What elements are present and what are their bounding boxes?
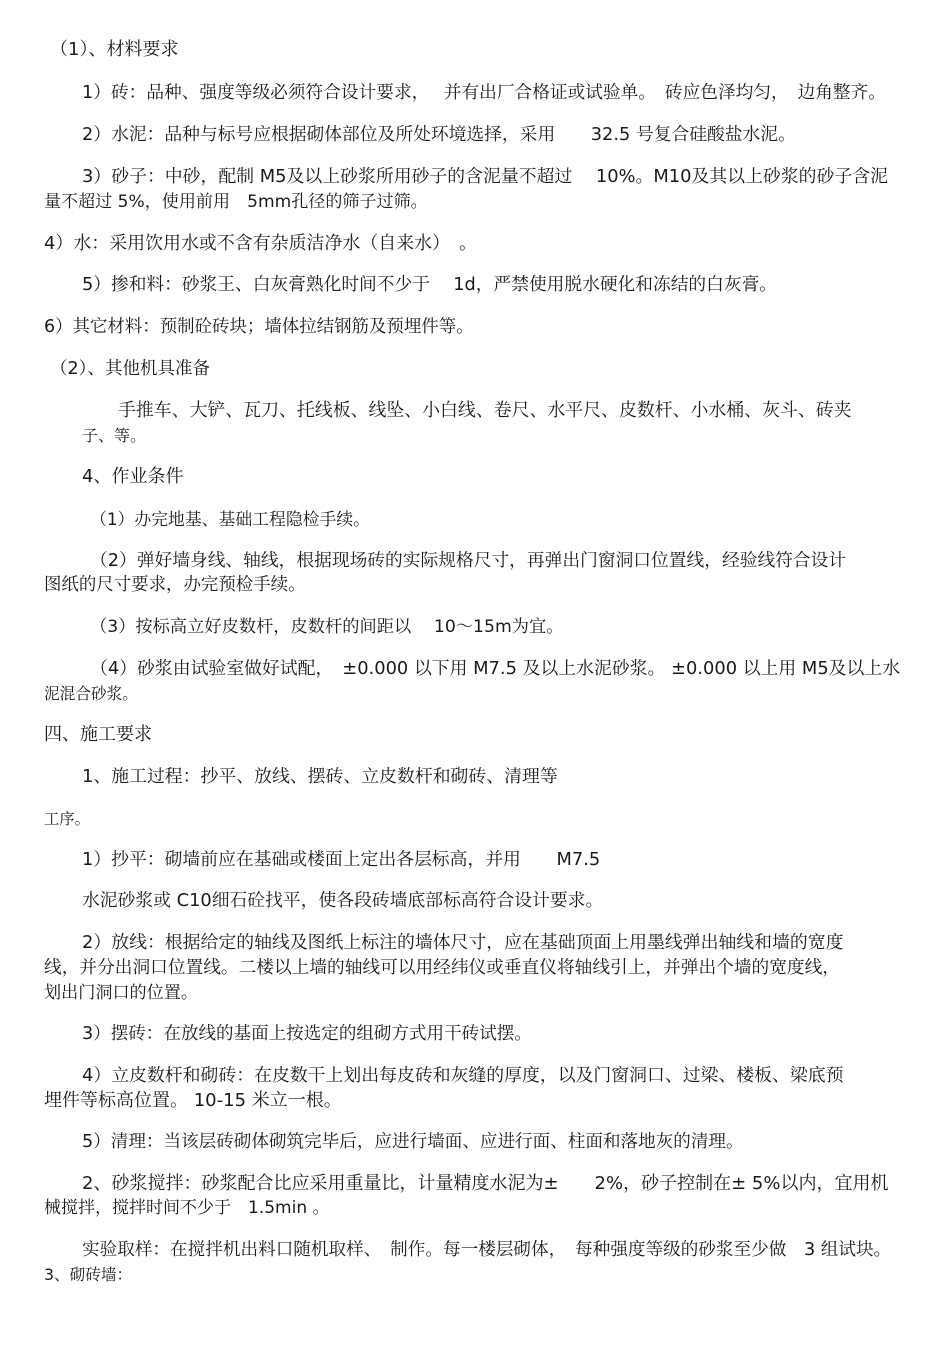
paragraph-process-line-2: 工序。 bbox=[44, 810, 90, 828]
paragraph-process-line-1: 1、施工过程：抄平、放线、摆砖、立皮数杆和砌砖、清理等 bbox=[82, 766, 558, 787]
condition-4-line-2: 泥混合砂浆。 bbox=[44, 684, 138, 703]
paragraph-water: 4）水：采用饮用水或不含有杂质洁净水（自来水） 。 bbox=[44, 233, 477, 254]
condition-3: （3）按标高立好皮数杆，皮数杆的间距以 10～15m为宜。 bbox=[90, 617, 564, 637]
paragraph-tools-line-2: 子、等。 bbox=[82, 426, 147, 445]
paragraph-sand-line-2: 量不超过 5%，使用前用 5mm孔径的筛子过筛。 bbox=[44, 192, 428, 212]
paragraph-setting-out-line-3: 划出门洞口的位置。 bbox=[44, 983, 198, 1003]
condition-2-line-1: （2）弹好墙身线、轴线，根据现场砖的实际规格尺寸，再弹出门窗洞口位置线，经验线符合设计 bbox=[90, 551, 847, 571]
paragraph-cleaning: 5）清理：当该层砖砌体砌筑完毕后，应进行墙面、应进行面、柱面和落地灰的清理。 bbox=[82, 1132, 744, 1152]
paragraph-tools-line-1: 手推车、大铲、瓦刀、托线板、线坠、小白线、卷尺、水平尺、皮数杆、小水桶、灰斗、砖夹 bbox=[118, 400, 852, 421]
paragraph-sand-line-1: 3）砂子：中砂，配制 M5及以上砂浆所用砂子的含泥量不超过 10%。M10及其以上砂浆的砂子含泥 bbox=[82, 166, 888, 187]
paragraph-setting-out-line-2: 线，并分出洞口位置线。二楼以上墙的轴线可以用经纬仪或垂直仪将轴线引上，并弹出个墙的宽度线， bbox=[44, 958, 840, 978]
section-heading-construction: 四、施工要求 bbox=[44, 724, 152, 745]
section-heading-work-conditions: 4、作业条件 bbox=[82, 466, 184, 487]
paragraph-mortar-mixing-line-2: 械搅拌，搅拌时间不少于 1.5min 。 bbox=[44, 1198, 330, 1218]
paragraph-setting-out-line-1: 2）放线：根据给定的轴线及图纸上标注的墙体尺寸，应在基础顶面上用墨线弹出轴线和墙的宽度 bbox=[82, 932, 844, 953]
paragraph-leveling-line-2: 水泥砂浆或 C10细石砼找平，使各段砖墙底部标高符合设计要求。 bbox=[82, 890, 604, 911]
section-heading-tools: （2）、其他机具准备 bbox=[50, 359, 211, 379]
paragraph-trial-laying: 3）摆砖：在放线的基面上按选定的组砌方式用干砖试摆。 bbox=[82, 1024, 532, 1044]
paragraph-mortar-mixing-line-1: 2、砂浆搅拌：砂浆配合比应采用重量比，计量精度水泥为± 2%，砂子控制在± 5%以内，宜用机 bbox=[82, 1173, 889, 1194]
paragraph-admixture: 5）掺和料：砂浆王、白灰膏熟化时间不少于 1d，严禁使用脱水硬化和冻结的白灰膏。 bbox=[82, 275, 778, 295]
paragraph-leveling-line-1: 1）抄平：砌墙前应在基础或楼面上定出各层标高，并用 M7.5 bbox=[82, 849, 601, 870]
section-heading-brick-wall: 3、砌砖墙： bbox=[44, 1265, 133, 1284]
section-heading-material-requirements: （1）、材料要求 bbox=[50, 39, 179, 60]
condition-4-line-1: （4）砂浆由试验室做好试配， ±0.000 以下用 M7.5 及以上水泥砂浆。 ±0.000 以上用 M5及以上水 bbox=[90, 658, 901, 679]
condition-2-line-2: 图纸的尺寸要求，办完预检手续。 bbox=[44, 575, 306, 595]
condition-1: （1）办完地基、基础工程隐检手续。 bbox=[90, 509, 370, 529]
paragraph-other-materials: 6）其它材料：预制砼砖块；墙体拉结钢筋及预埋件等。 bbox=[44, 317, 474, 337]
paragraph-storey-rod-line-2: 埋件等标高位置。 10-15 米立一根。 bbox=[44, 1090, 342, 1111]
paragraph-sampling: 实验取样：在搅拌机出料口随机取样、 制作。每一楼层砌体， 每种强度等级的砂浆至少做 3 组试块。 bbox=[82, 1240, 892, 1260]
paragraph-brick: 1）砖：品种、强度等级必须符合设计要求， 并有出厂合格证或试验单。 砖应色泽均匀， 边角整齐。 bbox=[82, 83, 886, 103]
paragraph-storey-rod-line-1: 4）立皮数杆和砌砖：在皮数干上划出每皮砖和灰缝的厚度，以及门窗洞口、过梁、楼板、梁底预 bbox=[82, 1065, 844, 1086]
paragraph-cement: 2）水泥：品种与标号应根据砌体部位及所处环境选择，采用 32.5 号复合硅酸盐水泥。 bbox=[82, 125, 796, 145]
